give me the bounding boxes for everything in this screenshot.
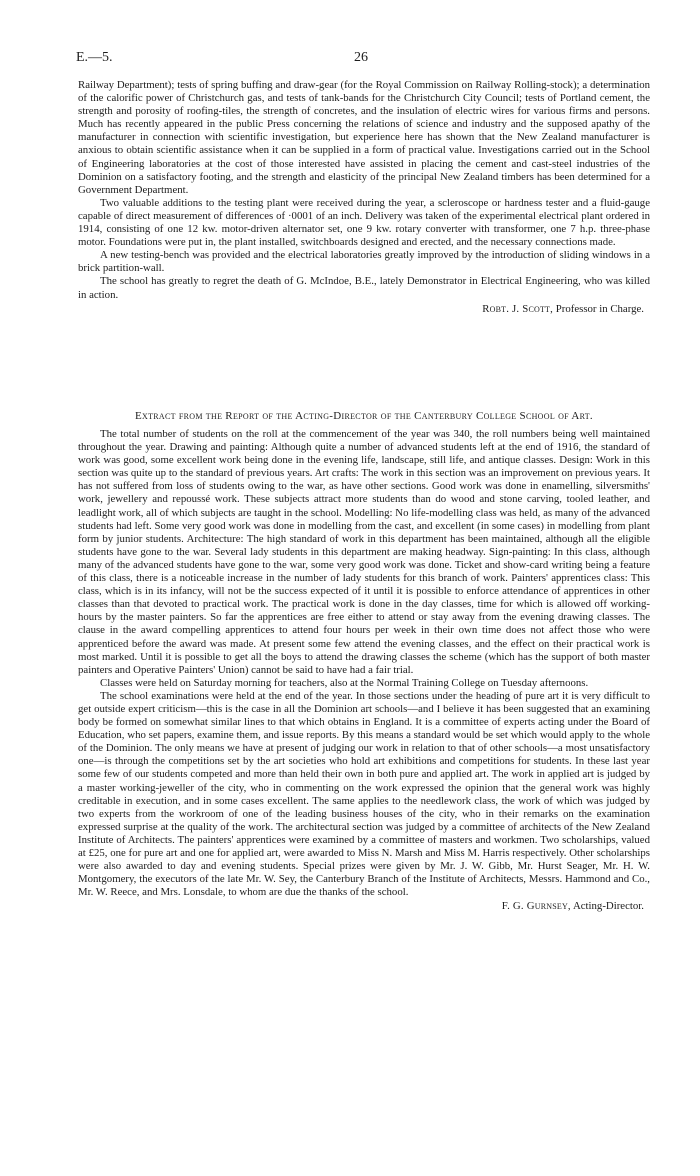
page-header bbox=[76, 50, 646, 70]
paragraph: Two valuable additions to the testing plant were received during the year, a scleroscope or hardness tester and a fluid-gauge capable of direct measurement of differences of ·0001 of an inch. Delivery was taken of the experimental electrical plant ordered in 1914, consisting of one 12 kw. motor-driven alternator set, one 9 kw. rotary converter with transformer, one 7 h.p. three-phase motor. Foundations were put in, the plant installed, switchboards designed and erected, and the necessary connections made. bbox=[78, 196, 650, 249]
signatory-name: F. G. Gurnsey, bbox=[501, 900, 571, 913]
paragraph: Railway Department); tests of spring buffing and draw-gear (for the Royal Commission on Railway Rolling-stock); a determination of the calorific power of Christchurch gas, and tests of tank-bands for the Christchurch City Council; tests of Portland cement, the strength and porosity of roofing-tiles, the strength of concretes, and the insulation of electric wires for various firms and persons. Much has recently appeared in the public Press concerning the relations of science and industry and the supposed apathy of the manufacturer in connection with scientific investigation, but experience here has shown that the New Zealand manufacturer is anxious to obtain scientific assistance when it can be supplied in a form of practical value. Investigations carried out in the School of Engineering laboratories at the cost of those interested have assisted in placing the cement and cast-steel industries of the Dominion on a satisfactory footing, and the strength and elasticity of the principal New Zealand timbers has been determined for a Government Department. bbox=[78, 79, 650, 196]
signatory-name: Robt. J. Scott, bbox=[482, 302, 554, 315]
paragraph: The total number of students on the roll at the commencement of the year was 340, the roll numbers being well maintained throughout the year. Drawing and painting: Although quite a number of advanced students left at the end of 1916, the standard of work was good, some excellent work being done in the evening life, landscape, still life, and antique classes. Design: Work in this section was quite up to the standard of previous years. Art crafts: The work in this section was an improvement on previous years. It has not suffered from loss of students owing to the war, as have other sections. Good work was done in enamelling, silversmiths' work, jewellery and repoussé work. These subjects attract more students than do wood and stone carving, tooled leather, and leadlight work, all of which subjects are taught in the school. Modelling: No life-modelling class was held, as many of the advanced students had left. Some very good work was done in modelling from the cast, and excellent (in some cases) in modelling from plant form by junior students. Architecture: The high standard of work in this department has been maintained, although all the eligible students have gone to the war. Several lady students in this department are making headway. Sign-painting: In this class, although many of the advanced students have gone to the war, some very good work was done. Ticket and show-card writing being a feature of this class, there is a noticeable increase in the number of lady students for this branch of work. Painters' apprentices class: This class, which is in its infancy, will not be the success expected of it until it is possible to enforce attendance of apprentices in other classes than that devoted to practical work. The practical work is done in the day classes, time for which is allowed off working-hours by the master painters. So far the apprentices are free either to attend or stay away from the evening drawing classes. The clause in the award compelling apprentices to attend four hours per week in their own time does not affect those who were apprenticed before the award was made. At present some few attend the evening classes, and the effect on their practical work is most marked. Until it is possible to get all the boys to attend the drawing classes the scheme (which has the support of both master painters and Operative Painters' Union) cannot be said to have had a fair trial. bbox=[78, 428, 650, 676]
signature-line bbox=[78, 303, 650, 316]
page-number: 26 bbox=[354, 50, 368, 65]
paragraph: A new testing-bench was provided and the electrical laboratories greatly improved by the introduction of sliding windows in a brick partition-wall. bbox=[78, 249, 650, 275]
engineering-report-section bbox=[78, 79, 650, 316]
paragraph: Classes were held on Saturday morning for teachers, also at the Normal Training College on Tuesday afternoons. bbox=[100, 676, 589, 689]
paragraph: The school examinations were held at the end of the year. In those sections under the heading of pure art it is very difficult to get outside expert criticism—this is the case in all the Dominion art schools—and I believe it has been suggested that an examining body be formed on somewhat similar lines to that which obtains in England. It is a committee of experts acting under the Board of Education, who set papers, examine them, and issue reports. By this means a standard would be set which would apply to the whole of the Dominion. The only means we have at present of judging our work in relation to that of other schools—a most unsatisfactory one—is through the competitions set by the art societies who hold art exhibitions and competitions for students. In these last year some few of our students competed and more than held their own in both pure and applied art. The work in applied art is judged by a master working-jeweller of the city, who in commenting on the work expressed the opinion that the general work was highly creditable in execution, and in some cases excellent. The same applies to the needlework class, the work of which was judged by two experts from the workroom of one of the leading business houses of the city, who in their remarks on the examination expressed surprise at the quality of the work. The architectural section was judged by a committee of architects of the New Zealand Institute of Architects. The painters' apprentices were examined by a committee of masters and workmen. Two scholarships, valued at £25, one for pure art and one for applied art, were awarded to Miss N. Marsh and Miss M. Harris respectively. Other scholarships were also awarded to day and evening students. Special prizes were given by Mr. J. W. Gibb, Mr. Hurst Seager, Mr. H. W. Montgomery, the executors of the late Mr. W. Sey, the Canterbury Branch of the Institute of Architects, Messrs. Hammond and Co., Mr. W. Reece, and Mrs. Lonsdale, to whom are due the thanks of the school. bbox=[78, 689, 650, 899]
signatory-title: Professor in Charge. bbox=[555, 302, 644, 315]
signatory-title: Acting-Director. bbox=[572, 900, 644, 913]
section-heading: Extract from the Report of the Acting-Director of the Canterbury College School of Art. bbox=[135, 410, 593, 422]
document-reference: E.—5. bbox=[76, 50, 113, 65]
signature-line bbox=[78, 900, 650, 913]
art-report-section bbox=[78, 428, 650, 913]
paragraph: The school has greatly to regret the death of G. McIndoe, B.E., lately Demonstrator in Electrical Engineering, who was killed in action. bbox=[78, 275, 650, 301]
